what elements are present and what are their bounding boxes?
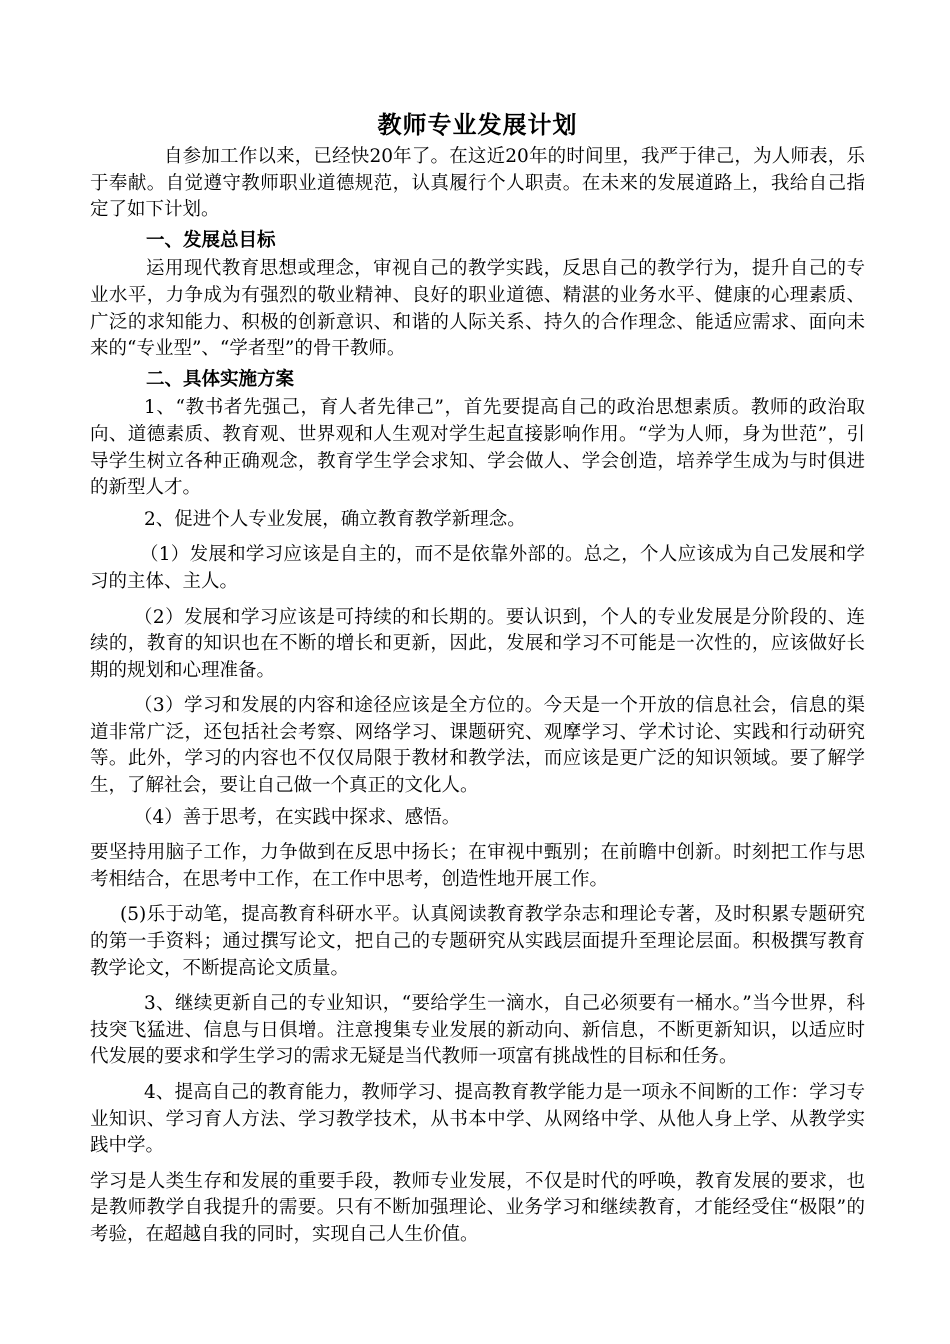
section1-heading: 一、发展总目标 [146, 229, 276, 251]
document-title: 教师专业发展计划 [377, 110, 578, 139]
item-1: 1、“教书者先强己，育人者先律己”，首先要提高自己的政治思想素质。教师的政治取向、道德素质、教育观、世界观和人生观对学生起直接影响作用。“学为人师，身为世范”，引导学生树立各种正确观念，教育学生学会求知、学会做人、学会创造，培养学生成为与时俱进的新型人才。 [90, 397, 865, 499]
item-2-1: （1）发展和学习应该是自主的，而不是依靠外部的。总之，个人应该成为自己发展和学习的主体、主人。 [90, 544, 865, 592]
conclusion-paragraph: 学习是人类生存和发展的重要手段，教师专业发展，不仅是时代的呼唤，教育发展的要求，也是教师教学自我提升的需要。只有不断加强理论、业务学习和继续教育，才能经受住“极限”的考验，在超越自我的同时，实现自己人生价值。 [90, 1170, 865, 1245]
section2-heading: 二、具体实施方案 [146, 368, 295, 390]
item-2-5: (5)乐于动笔，提高教育科研水平。认真阅读教育教学杂志和理论专著，及时积累专题研究的第一手资料；通过撰写论文，把自己的专题研究从实践层面提升至理论层面。积极撰写教育教学论文，不断提高论文质量。 [90, 904, 865, 979]
item-2-3: （3）学习和发展的内容和途径应该是全方位的。今天是一个开放的信息社会，信息的渠道非常广泛，还包括社会考察、网络学习、课题研究、观摩学习、学术讨论、实践和行动研究等。此外，学习的内容也不仅仅局限于教材和教学法，而应该是更广泛的知识领域。要了解学生，了解社会，要让自己做一个真正的文化人。 [90, 695, 865, 797]
document-page [90, 106, 865, 1249]
item-2-2: （2）发展和学习应该是可持续的和长期的。要认识到，个人的专业发展是分阶段的、连续的，教育的知识也在不断的增长和更新，因此，发展和学习不可能是一次性的，应该做好长期的规划和心理准备。 [90, 606, 865, 681]
intro-paragraph: 自参加工作以来，已经快20年了。在这近20年的时间里，我严于律己，为人师表，乐于奉献。自觉遵守教师职业道德规范，认真履行个人职责。在未来的发展道路上，我给自己指定了如下计划。 [90, 146, 865, 221]
item-3: 3、继续更新自己的专业知识，“要给学生一滴水，自己必须要有一桶水。”当今世界，科技突飞猛进、信息与日俱增。注意搜集专业发展的新动向、新信息，不断更新知识，以适应时代发展的要求和学生学习的需求无疑是当代教师一项富有挑战性的目标和任务。 [90, 993, 865, 1068]
item-2-4-body: 要坚持用脑子工作，力争做到在反思中扬长；在审视中甄别；在前瞻中创新。时刻把工作与思考相结合，在思考中工作，在工作中思考，创造性地开展工作。 [90, 842, 865, 890]
item-4: 4、提高自己的教育能力，教师学习、提高教育教学能力是一项永不间断的工作：学习专业知识、学习育人方法、学习教学技术，从书本中学、从网络中学、从他人身上学、从教学实践中学。 [90, 1082, 865, 1157]
section1-body: 运用现代教育思想或理念，审视自己的教学实践，反思自己的教学行为，提升自己的专业水平，力争成为有强烈的敬业精神、良好的职业道德、精湛的业务水平、健康的心理素质、广泛的求知能力、积极的创新意识、和谐的人际关系、持久的合作理念、能适应需求、面向未来的“专业型”、“学者型”的骨干教师。 [90, 258, 865, 360]
item-2-4: （4）善于思考，在实践中探求、感悟。 [134, 806, 461, 828]
item-2: 2、促进个人专业发展，确立教育教学新理念。 [144, 508, 526, 530]
